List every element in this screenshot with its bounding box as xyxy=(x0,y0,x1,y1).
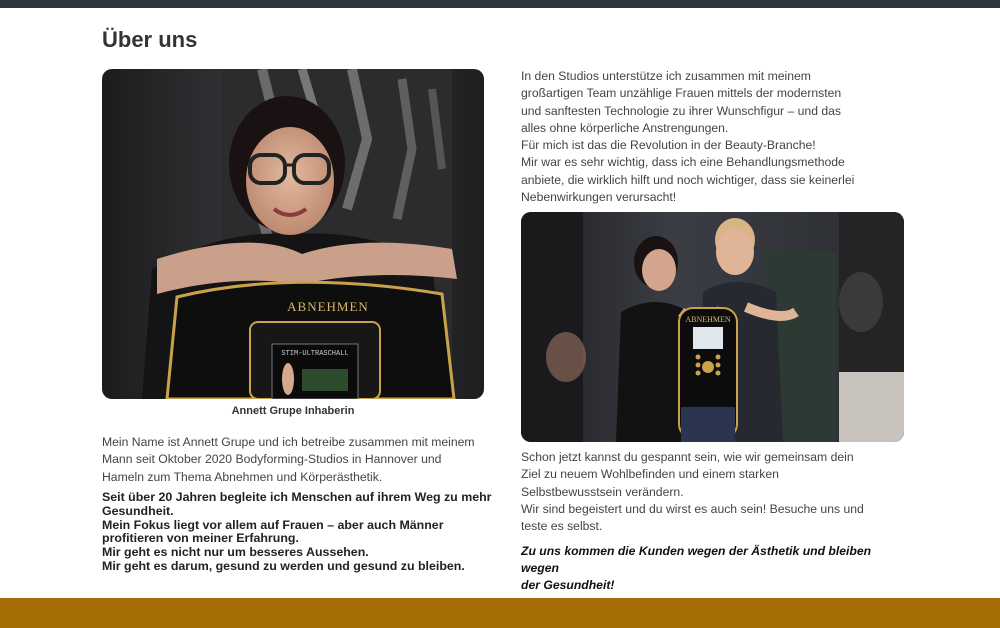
encouragement-line: Wir sind begeistert und du wirst es auch sein! Besuche uns und xyxy=(521,501,864,516)
page-title: Über uns xyxy=(102,27,198,52)
intro-paragraph xyxy=(102,434,492,486)
photo-caption: Annett Grupe Inhaberin xyxy=(231,405,355,417)
team-illustration xyxy=(521,212,904,442)
closing-statement xyxy=(521,543,911,594)
mission-line: Seit über 20 Jahren begleite ich Menschen auf ihrem Weg zu mehr xyxy=(102,490,492,504)
encouragement-line: Ziel zu neuem Wohlbefinden und einem starken xyxy=(521,467,779,482)
studio-line: und sanftesten Technologie zu ihrer Wunschfigur – und das xyxy=(521,103,842,118)
encouragement-line: teste es selbst. xyxy=(521,519,603,534)
intro-line: Mann seit Oktober 2020 Bodyforming-Studios in Hannover und xyxy=(102,452,442,467)
portrait-photo xyxy=(102,69,484,399)
studio-line: Für mich ist das die Revolution in der Beauty-Branche! xyxy=(521,138,816,153)
mission-line: Mein Fokus liegt vor allem auf Frauen – aber auch Männer xyxy=(102,517,444,532)
team-device-label-text: ABNEHMEN xyxy=(685,315,731,324)
footer-bar xyxy=(0,598,1000,628)
team-photo xyxy=(521,212,904,442)
studio-line: großartigen Team unzählige Frauen mittels der modernsten xyxy=(521,86,842,101)
studio-line: anbiete, die wirklich hilft und noch wichtiger, dass sie keinerlei xyxy=(521,172,855,187)
encouragement-paragraph xyxy=(521,449,901,535)
studio-line: Nebenwirkungen verursacht! xyxy=(521,190,677,205)
studio-line: alles ohne körperliche Anstrengungen. xyxy=(521,120,729,135)
device-label-text: ABNEHMEN xyxy=(287,299,369,314)
intro-line: Mein Name ist Annett Grupe und ich betreibe zusammen mit meinem xyxy=(102,435,475,449)
device-sub-label-text: STIM-ULTRASCHALL xyxy=(281,350,349,358)
intro-line: Hameln zum Thema Abnehmen und Körperästhetik. xyxy=(102,469,383,484)
top-bar xyxy=(0,0,1000,8)
studio-line: In den Studios unterstütze ich zusammen mit meinem xyxy=(521,69,811,83)
mission-paragraph xyxy=(102,491,502,574)
closing-line: Zu uns kommen die Kunden wegen der Ästhetik und bleiben wegen xyxy=(521,544,872,575)
mission-line: profitieren von meiner Erfahrung. xyxy=(102,531,299,546)
studio-paragraph xyxy=(521,68,901,206)
portrait-illustration xyxy=(102,69,484,399)
encouragement-line: Selbstbewusstsein verändern. xyxy=(521,484,684,499)
mission-line: Mir geht es darum, gesund zu werden und gesund zu bleiben. xyxy=(102,558,465,573)
encouragement-line: Schon jetzt kannst du gespannt sein, wie wir gemeinsam dein xyxy=(521,450,854,464)
mission-line: Mir geht es nicht nur um besseres Aussehen. xyxy=(102,545,369,560)
mission-line: Gesundheit. xyxy=(102,503,174,518)
closing-line: der Gesundheit! xyxy=(521,578,615,592)
studio-line: Mir war es sehr wichtig, dass ich eine Behandlungsmethode xyxy=(521,155,845,170)
